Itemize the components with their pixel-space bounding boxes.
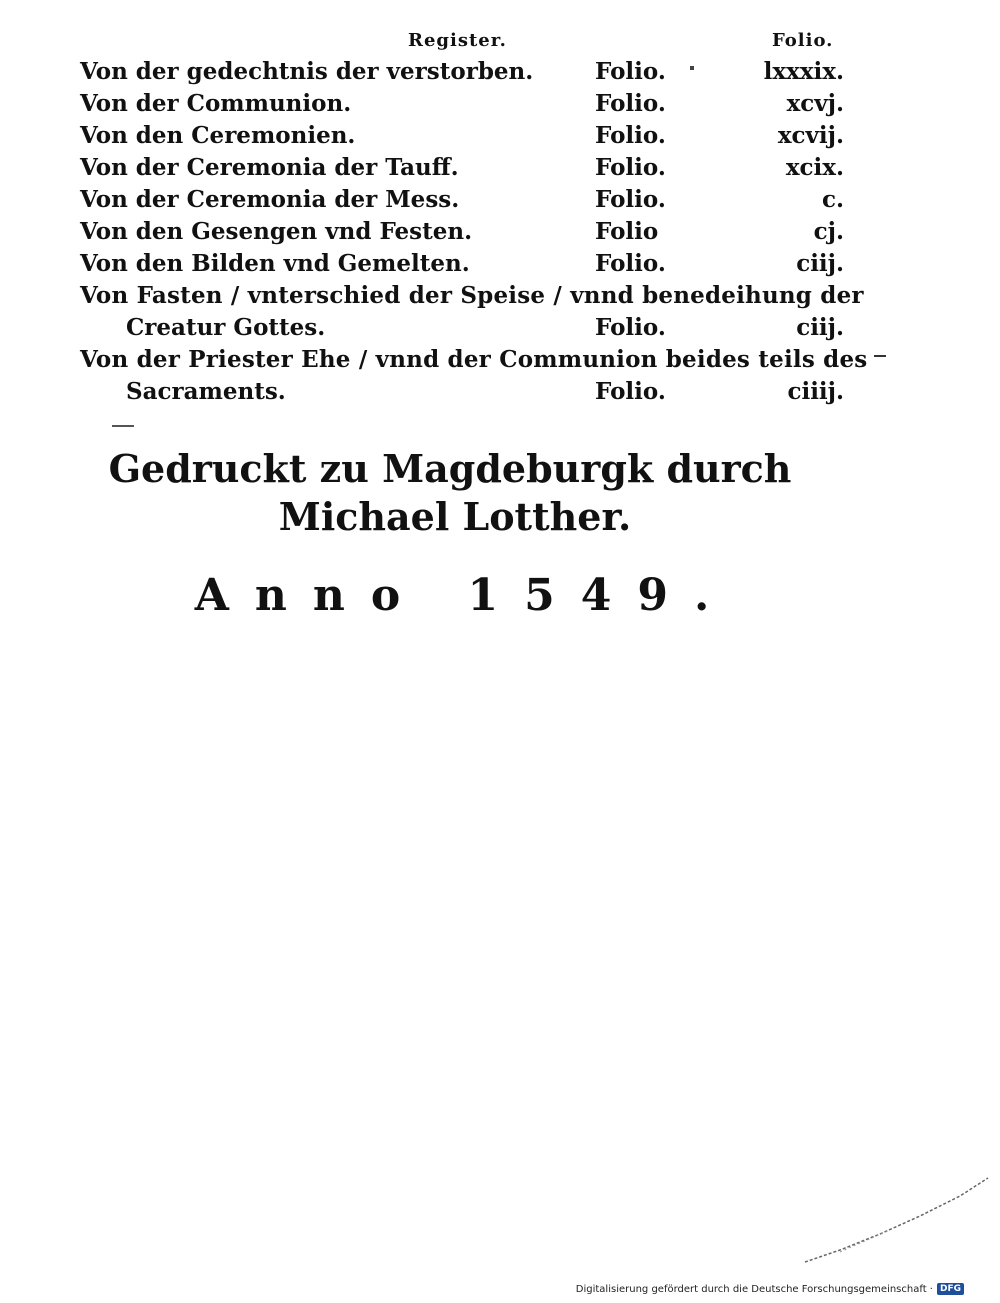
running-head-right: Folio. — [772, 30, 834, 51]
toc-entry-title: Von den Gesengen vnd Festen. — [80, 218, 473, 245]
toc-entry — [80, 152, 844, 184]
toc-entry-folio: Folio. — [595, 154, 666, 181]
toc-entry-number: cj. — [813, 218, 844, 245]
digitization-footer — [576, 1283, 964, 1295]
imprint-line-1: Gedruckt zu Magdeburgk durch — [108, 446, 792, 491]
imprint-line-2: Michael Lotther. — [278, 494, 632, 539]
toc-entry — [80, 376, 844, 408]
toc-entry-folio: Folio. — [595, 58, 666, 85]
toc-entry — [80, 216, 844, 248]
scan-edge-mark — [800, 1170, 990, 1270]
toc-entry-folio: Folio. — [595, 378, 666, 405]
toc-entry-title: Creatur Gottes. — [126, 314, 326, 341]
toc-entry-number: c. — [821, 186, 844, 213]
toc-entry — [80, 344, 868, 376]
toc-entry-title: Von der Priester Ehe / vnnd der Communion beides teils des — [80, 346, 868, 373]
toc-entry-number: ciij. — [796, 314, 844, 341]
toc-entry-number: ciij. — [796, 250, 844, 277]
ink-dot — [690, 66, 694, 70]
toc-entry-folio: Folio. — [595, 314, 666, 341]
toc-entry-number: xcix. — [785, 154, 844, 181]
toc-entry-folio: Folio. — [595, 90, 666, 117]
ink-mark — [874, 355, 886, 357]
toc-entry-title: Sacraments. — [126, 378, 286, 405]
toc-entry-number: xcvj. — [786, 90, 844, 117]
toc-entry-folio: Folio — [595, 218, 659, 245]
toc-entry-folio: Folio. — [595, 250, 666, 277]
toc-entry-title: Von der Communion. — [80, 90, 352, 117]
running-head-left: Register. — [408, 30, 507, 51]
toc-entry-title: Von der Ceremonia der Tauff. — [80, 154, 459, 181]
toc-entry-title: Von der Ceremonia der Mess. — [80, 186, 460, 213]
ink-mark — [112, 425, 134, 427]
toc-entry-title: Von der gedechtnis der verstorben. — [80, 58, 534, 85]
dfg-logo: DFG — [937, 1283, 964, 1295]
toc-entry — [80, 312, 844, 344]
toc-entry-number: ciiij. — [787, 378, 844, 405]
toc-entry — [80, 56, 844, 88]
toc-entry-number: xcvij. — [777, 122, 844, 149]
toc-entry — [80, 248, 844, 280]
toc-entry-number: lxxxix. — [763, 58, 844, 85]
imprint-year: Anno 1549. — [194, 570, 736, 621]
table-of-contents — [80, 56, 868, 408]
toc-entry-title: Von den Bilden vnd Gemelten. — [80, 250, 470, 277]
toc-entry-title: Von Fasten / vnterschied der Speise / vnnd benedeihung der — [80, 282, 864, 309]
toc-entry — [80, 88, 844, 120]
toc-entry — [80, 120, 844, 152]
toc-entry — [80, 184, 844, 216]
toc-entry-title: Von den Ceremonien. — [80, 122, 356, 149]
toc-entry-folio: Folio. — [595, 122, 666, 149]
toc-entry-folio: Folio. — [595, 186, 666, 213]
footer-text: Digitalisierung gefördert durch die Deutsche Forschungsgemeinschaft · — [575, 1283, 933, 1295]
toc-entry — [80, 280, 864, 312]
